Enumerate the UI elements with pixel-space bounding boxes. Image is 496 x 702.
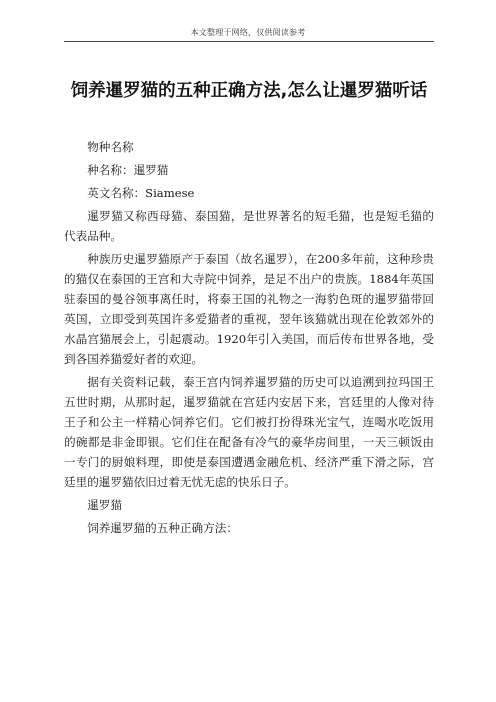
paragraph-intro: 暹罗猫又称西母猫、泰国猫，是世界著名的短毛猫，也是短毛猫的代表品种。: [64, 209, 434, 243]
document-body: [64, 137, 434, 538]
paragraph-methods-heading: 饲养暹罗猫的五种正确方法：: [87, 521, 238, 535]
document-title: 饲养暹罗猫的五种正确方法,怎么让暹罗猫听话: [70, 81, 428, 101]
paragraph-section-label: 暹罗猫: [87, 498, 122, 512]
header-divider: [64, 41, 434, 42]
header-note: 本文整理于网络，仅供阅读参考: [190, 28, 306, 37]
paragraph-species-heading: 物种名称: [87, 140, 134, 154]
paragraph-english-name: 英文名称：Siamese: [87, 186, 195, 200]
paragraph-species-name: 种名称：暹罗猫: [87, 163, 169, 177]
paragraph-history: 种族历史暹罗猫原产于泰国（故名暹罗），在200多年前，这种珍贵的猫仅在泰国的王宫和大寺院中饲养，是足不出户的贵族。1884年英国驻泰国的曼谷领事离任时，将泰王国的礼物之一海豹色斑的暹罗猫带回英国，立即受到英国许多爱猫者的重视，翌年该猫就出现在伦敦郊外的水晶宫猫展会上，引起震动。1920年引入美国，而后传布世界各地，受到各国养猫爱好者的欢迎。: [64, 252, 434, 366]
paragraph-palace-records: 据有关资料记载，泰王宫内饲养暹罗猫的历史可以追溯到拉玛国王五世时期，从那时起，暹罗猫就在宫廷内安居下来，宫廷里的人像对待王子和公主一样精心饲养它们。它们被打扮得珠光宝气，连喝水吃饭用的碗都是非金即银。它们住在配备有冷气的豪华房间里，一天三顿饭由一专门的厨娘料理，即使是泰国遭遇金融危机、经济严重下滑之际，宫廷里的暹罗猫依旧过着无忧无虑的快乐日子。: [64, 375, 434, 489]
